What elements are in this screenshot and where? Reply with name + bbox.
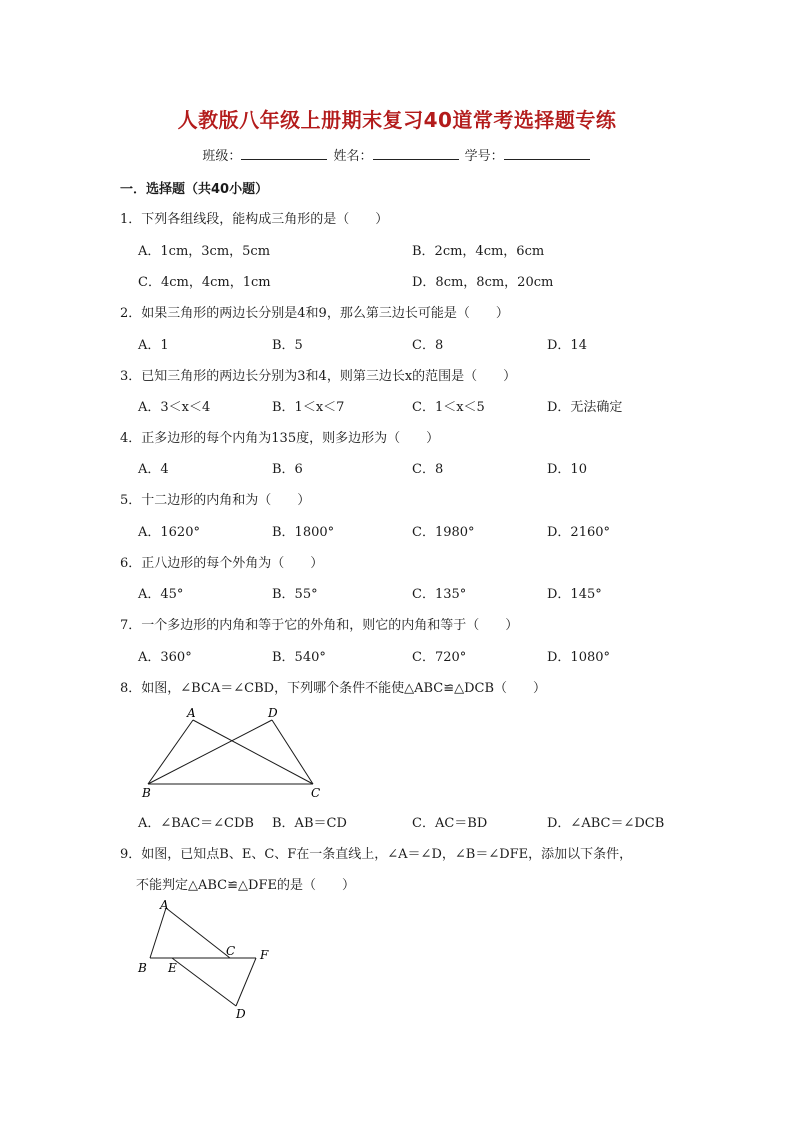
question-8-stem: 8．如图，∠BCA＝∠CBD，下列哪个条件不能使△ABC≌△DCB（ ）	[120, 681, 547, 696]
question-6-stem: 6．正八边形的每个外角为（ ）	[120, 556, 324, 571]
segment-ed	[172, 958, 236, 1006]
question-6-option-d[interactable]: D．145°	[547, 587, 602, 602]
point-label-a: A	[160, 898, 169, 912]
question-4-option-b[interactable]: B．6	[272, 462, 303, 477]
question-2-option-a[interactable]: A．1	[138, 338, 169, 353]
question-9-stem: 9．如图，已知点B、E、C、F在一条直线上，∠A＝∠D，∠B＝∠DFE，添加以下条件，	[120, 847, 633, 862]
question-4-stem: 4．正多边形的每个内角为135度，则多边形为（ ）	[120, 431, 440, 446]
point-label-d: D	[236, 1007, 246, 1021]
class-blank[interactable]	[241, 147, 327, 160]
segment-dc	[272, 720, 313, 784]
question-3-option-c[interactable]: C．1＜x＜5	[412, 400, 485, 415]
question-6-option-c[interactable]: C．135°	[412, 587, 467, 602]
id-label: 学号：	[464, 149, 504, 164]
point-label-f: F	[260, 948, 269, 962]
question-5-stem: 5．十二边形的内角和为（ ）	[120, 493, 311, 508]
point-label-d: D	[268, 706, 278, 720]
point-label-c: C	[226, 944, 236, 958]
question-4-option-a[interactable]: A．4	[138, 462, 169, 477]
question-9-figure	[132, 896, 292, 1021]
question-4-option-c[interactable]: C．8	[412, 462, 444, 477]
segment-fd	[236, 958, 256, 1006]
question-2-stem: 2．如果三角形的两边长分别是4和9，那么第三边长可能是（ ）	[120, 306, 509, 321]
question-7-option-c[interactable]: C．720°	[412, 650, 467, 665]
question-8-option-a[interactable]: A．∠BAC＝∠CDB	[138, 816, 254, 831]
question-7-option-b[interactable]: B．540°	[272, 650, 326, 665]
section-heading: 一．选择题（共40小题）	[120, 182, 269, 197]
question-7-stem: 7．一个多边形的内角和等于它的外角和，则它的内角和等于（ ）	[120, 618, 519, 633]
question-2-option-b[interactable]: B．5	[272, 338, 303, 353]
point-label-c: C	[311, 786, 321, 800]
question-3-option-d[interactable]: D．无法确定	[547, 400, 623, 415]
question-1-option-b[interactable]: B．2cm，4cm，6cm	[412, 244, 545, 259]
question-1-stem: 1．下列各组线段，能构成三角形的是（ ）	[120, 212, 389, 227]
question-4-option-d[interactable]: D．10	[547, 462, 587, 477]
segment-ac	[166, 908, 230, 958]
question-6-option-a[interactable]: A．45°	[138, 587, 184, 602]
name-label: 姓名：	[333, 149, 373, 164]
question-2-option-c[interactable]: C．8	[412, 338, 444, 353]
student-info-line	[0, 145, 794, 164]
question-5-option-a[interactable]: A．1620°	[138, 525, 200, 540]
question-8-figure	[138, 702, 338, 802]
document-title: 人教版八年级上册期末复习40道常考选择题专练	[177, 108, 617, 132]
id-blank[interactable]	[504, 147, 590, 160]
question-8-option-c[interactable]: C．AC＝BD	[412, 816, 488, 831]
question-9-stem-line-2: 不能判定△ABC≌△DFE的是（ ）	[136, 878, 355, 893]
segment-ab	[148, 720, 193, 784]
point-label-e: E	[168, 961, 177, 975]
segment-ab	[150, 908, 166, 958]
question-8-option-b[interactable]: B．AB＝CD	[272, 816, 347, 831]
class-label: 班级：	[202, 149, 242, 164]
question-1-option-c[interactable]: C．4cm，4cm，1cm	[138, 275, 271, 290]
point-label-b: B	[142, 786, 151, 800]
question-2-option-d[interactable]: D．14	[547, 338, 587, 353]
question-3-option-a[interactable]: A．3＜x＜4	[138, 400, 211, 415]
point-label-a: A	[187, 706, 196, 720]
question-3-option-b[interactable]: B．1＜x＜7	[272, 400, 345, 415]
question-1-option-a[interactable]: A．1cm，3cm，5cm	[138, 244, 271, 259]
question-6-option-b[interactable]: B．55°	[272, 587, 318, 602]
question-5-option-b[interactable]: B．1800°	[272, 525, 335, 540]
question-7-option-d[interactable]: D．1080°	[547, 650, 611, 665]
question-7-option-a[interactable]: A．360°	[138, 650, 192, 665]
question-3-stem: 3．已知三角形的两边长分别为3和4，则第三边长x的范围是（ ）	[120, 369, 517, 384]
point-label-b: B	[138, 961, 147, 975]
question-8-option-d[interactable]: D．∠ABC＝∠DCB	[547, 816, 665, 831]
name-blank[interactable]	[373, 147, 459, 160]
question-5-option-d[interactable]: D．2160°	[547, 525, 611, 540]
question-5-option-c[interactable]: C．1980°	[412, 525, 475, 540]
question-1-option-d[interactable]: D．8cm，8cm，20cm	[412, 275, 554, 290]
